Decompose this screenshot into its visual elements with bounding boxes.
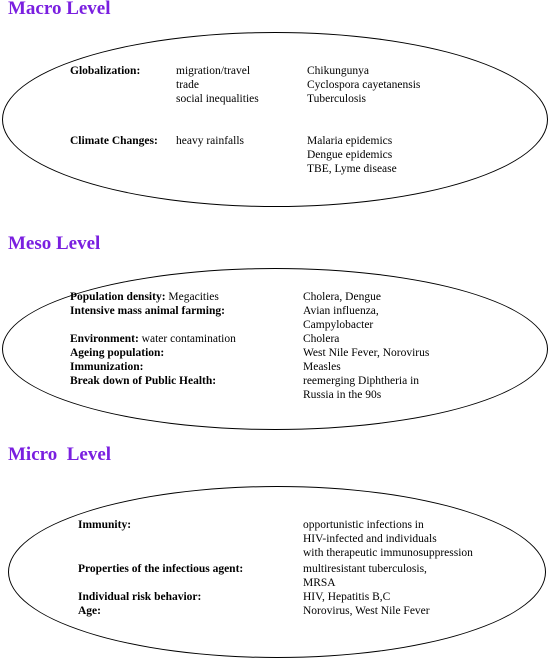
meso-row-label: Intensive mass animal farming:	[70, 305, 225, 317]
meso-row-disease: Campylobacter	[303, 319, 374, 331]
meso-row	[70, 360, 143, 374]
micro-row-label: Age:	[78, 605, 101, 617]
micro-row-label: Properties of the infectious agent:	[78, 563, 244, 575]
meso-row-label: Break down of Public Health:	[70, 375, 217, 387]
micro-row-disease: HIV, Hepatitis B,C	[303, 591, 391, 603]
meso-row	[70, 290, 219, 304]
meso-row-disease: Cholera, Dengue	[303, 291, 381, 303]
meso-row	[70, 374, 216, 388]
micro-row-label: Individual risk behavior:	[78, 591, 202, 603]
micro-row-disease: HIV-infected and individuals	[303, 533, 437, 545]
meso-row-disease: Russia in the 90s	[303, 389, 382, 401]
globalization-factor: trade	[176, 79, 199, 91]
meso-row-disease: West Nile Fever, Norovirus	[303, 347, 430, 359]
meso-row-label: Population density:	[70, 291, 166, 303]
micro-row-disease: opportunistic infections in	[303, 519, 424, 531]
climate-disease: TBE, Lyme disease	[307, 163, 397, 175]
climate-factor: heavy rainfalls	[176, 135, 245, 147]
globalization-label: Globalization:	[70, 65, 141, 77]
meso-row-disease: reemerging Diphtheria in	[303, 375, 420, 387]
globalization-disease: Tuberculosis	[307, 93, 366, 105]
micro-row-disease: Norovirus, West Nile Fever	[303, 605, 430, 617]
climate-label: Climate Changes:	[70, 135, 158, 147]
globalization-factor: migration/travel	[176, 65, 251, 77]
meso-row-disease: Avian influenza,	[303, 305, 379, 317]
meso-level-title: Meso Level	[8, 233, 101, 254]
meso-row	[70, 346, 164, 360]
meso-row-detail: water contamination	[138, 333, 236, 345]
meso-row-detail: Megacities	[165, 291, 219, 303]
micro-row-disease: MRSA	[303, 577, 336, 589]
globalization-disease: Cyclospora cayetanensis	[307, 79, 421, 91]
macro-level-ellipse	[2, 32, 548, 207]
globalization-factor: social inequalities	[176, 93, 259, 105]
climate-disease: Malaria epidemics	[307, 135, 393, 147]
micro-row-disease: with therapeutic immunosuppression	[303, 547, 473, 559]
meso-row-label: Environment:	[70, 333, 139, 345]
micro-row-label: Immunity:	[78, 519, 132, 531]
micro-row-disease: multiresistant tuberculosis,	[303, 563, 427, 575]
meso-row	[70, 332, 236, 346]
meso-row-disease: Measles	[303, 361, 341, 373]
meso-row-label: Immunization:	[70, 361, 144, 373]
micro-level-title: Micro Level	[8, 444, 112, 465]
climate-disease: Dengue epidemics	[307, 149, 393, 161]
macro-level-title: Macro Level	[8, 0, 111, 19]
meso-row-disease: Cholera	[303, 333, 340, 345]
globalization-disease: Chikungunya	[307, 65, 369, 77]
meso-row	[70, 304, 225, 318]
meso-row-label: Ageing population:	[70, 347, 165, 359]
